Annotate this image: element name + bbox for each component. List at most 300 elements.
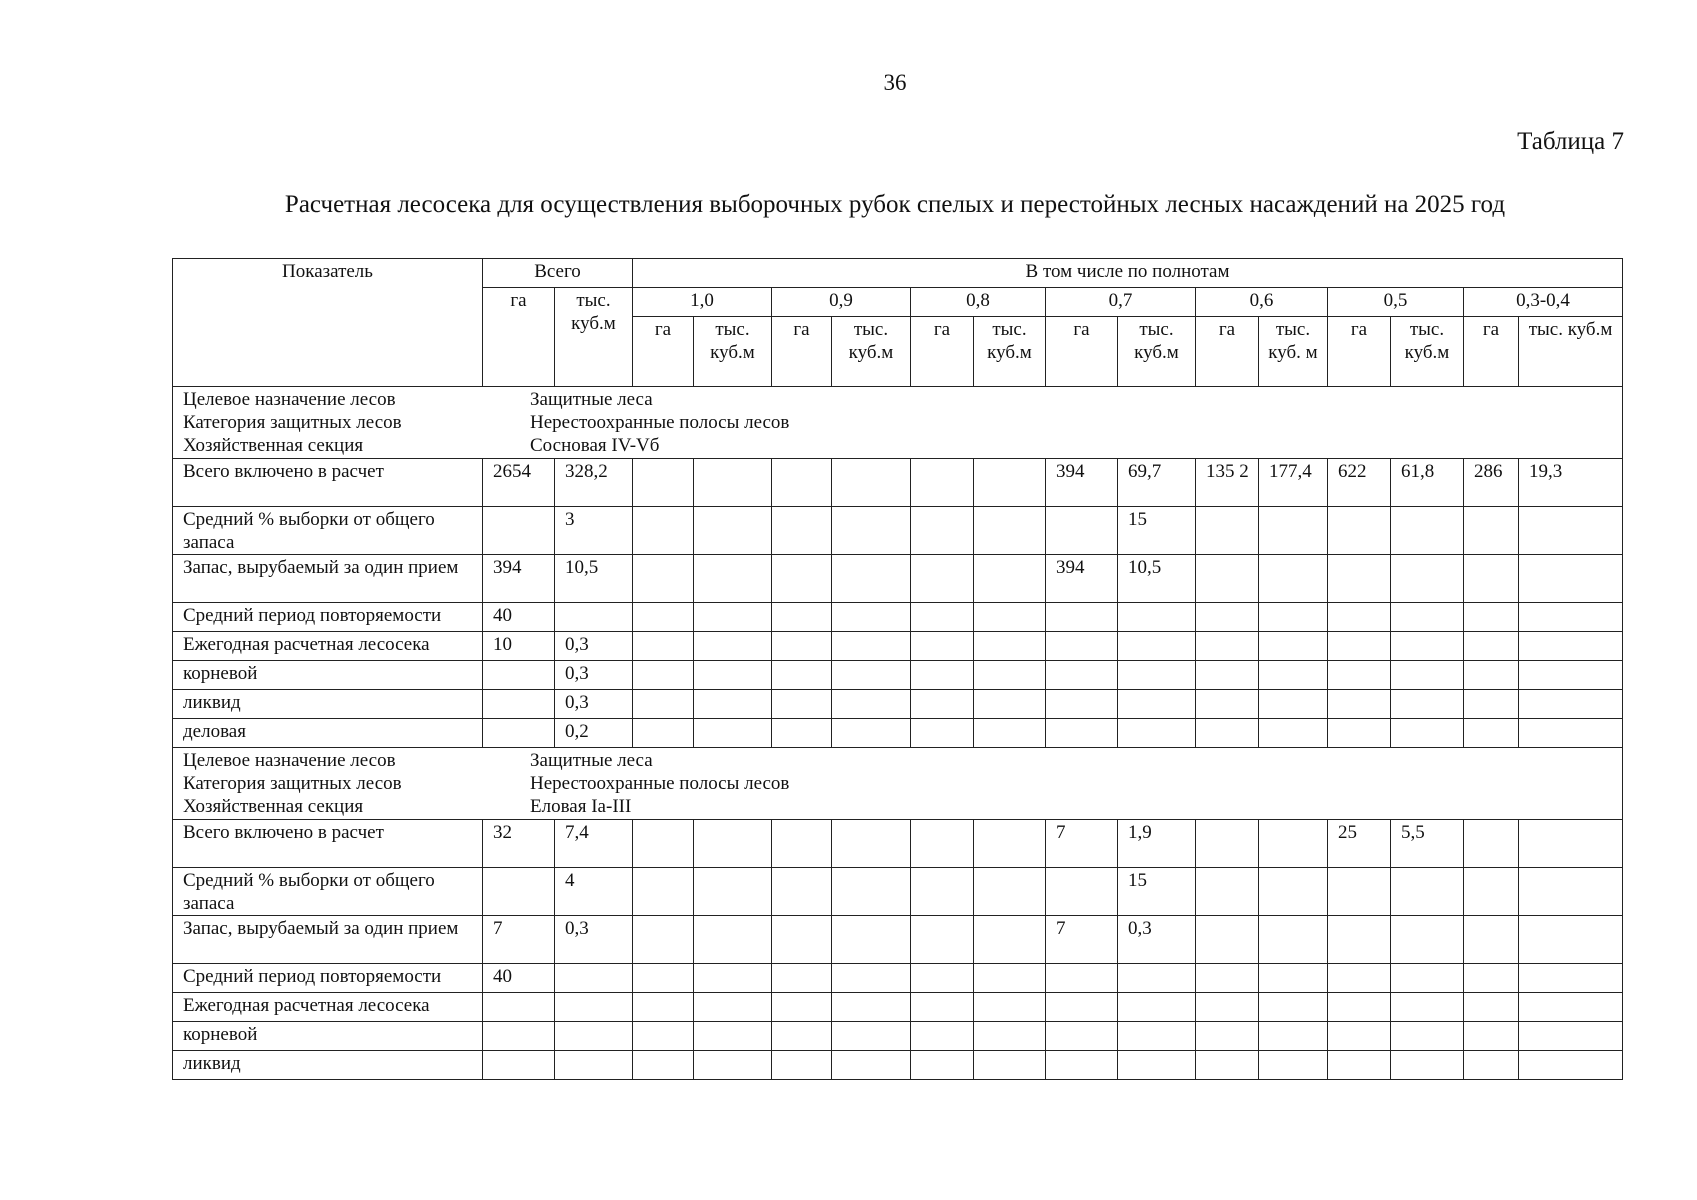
table-cell — [1259, 632, 1328, 661]
section-info-value: Защитные леса — [530, 750, 653, 771]
table-row — [173, 1022, 1623, 1051]
table-cell — [1046, 661, 1118, 690]
table-cell — [694, 916, 772, 964]
table-cell — [483, 507, 555, 555]
table-row — [173, 1051, 1623, 1080]
table-cell — [483, 868, 555, 916]
table-cell — [633, 690, 694, 719]
header-ha: га — [633, 317, 694, 387]
table-cell — [1328, 868, 1391, 916]
table-cell — [1196, 868, 1259, 916]
table-row — [173, 555, 1623, 603]
table-cell — [633, 632, 694, 661]
table-cell — [1196, 690, 1259, 719]
table-cell — [974, 916, 1046, 964]
table-cell: 61,8 — [1391, 459, 1464, 507]
table-cell — [1046, 964, 1118, 993]
table-cell — [1519, 661, 1623, 690]
row-label: Ежегодная расчетная лесосека — [173, 632, 483, 661]
table-cell — [1196, 964, 1259, 993]
table-cell — [633, 820, 694, 868]
table-row — [173, 690, 1623, 719]
table-cell — [1391, 916, 1464, 964]
table-cell — [555, 964, 633, 993]
table-cell — [694, 993, 772, 1022]
table-cell: 0,3 — [555, 632, 633, 661]
table-cell — [1259, 964, 1328, 993]
table-cell: 1,9 — [1118, 820, 1196, 868]
table-cell — [1519, 1051, 1623, 1080]
table-cell — [1464, 964, 1519, 993]
table-cell — [1464, 820, 1519, 868]
table-cell — [832, 964, 911, 993]
table-cell — [1519, 555, 1623, 603]
table-cell — [1328, 1051, 1391, 1080]
table-cell — [1259, 603, 1328, 632]
table-cell — [1196, 916, 1259, 964]
table-cell — [974, 719, 1046, 748]
table-cell — [694, 632, 772, 661]
table-cell — [1464, 993, 1519, 1022]
section-info-row — [173, 387, 1623, 459]
table-cell — [1328, 993, 1391, 1022]
header-total-volume: тыс. куб.м — [555, 288, 633, 387]
table-cell — [1118, 964, 1196, 993]
table-cell — [633, 916, 694, 964]
section-info-value: Защитные леса — [530, 389, 653, 410]
header-density: 0,9 — [772, 288, 911, 317]
table-cell — [1328, 632, 1391, 661]
table-cell: 40 — [483, 603, 555, 632]
table-cell — [1519, 868, 1623, 916]
table-cell — [1259, 1022, 1328, 1051]
table-cell: 10,5 — [555, 555, 633, 603]
table-cell: 3 — [555, 507, 633, 555]
row-label: Средний % выборки от общего запаса — [173, 507, 483, 555]
table-cell — [1328, 964, 1391, 993]
table-cell — [1196, 632, 1259, 661]
table-cell — [483, 690, 555, 719]
table-cell — [1259, 507, 1328, 555]
table-cell — [1259, 661, 1328, 690]
table-cell — [1118, 1051, 1196, 1080]
table-cell — [1519, 632, 1623, 661]
table-cell — [1519, 964, 1623, 993]
table-cell — [911, 916, 974, 964]
table-cell — [1519, 993, 1623, 1022]
table-cell — [1519, 507, 1623, 555]
table-cell — [555, 993, 633, 1022]
section-info-key: Категория защитных лесов — [183, 773, 402, 794]
table-cell — [694, 661, 772, 690]
table-cell — [772, 690, 832, 719]
table-cell — [832, 719, 911, 748]
table-cell: 2654 — [483, 459, 555, 507]
table-cell — [1259, 690, 1328, 719]
table-row — [173, 993, 1623, 1022]
table-cell — [694, 555, 772, 603]
table-cell — [1046, 690, 1118, 719]
table-cell — [1259, 1051, 1328, 1080]
table-cell — [974, 868, 1046, 916]
row-label: Средний % выборки от общего запаса — [173, 868, 483, 916]
allowable-cut-table — [172, 258, 1623, 1080]
table-cell — [633, 555, 694, 603]
table-cell — [555, 1022, 633, 1051]
table-label: Таблица 7 — [1517, 128, 1624, 155]
table-cell: 7 — [1046, 916, 1118, 964]
section-info-line — [183, 434, 1618, 457]
table-cell — [1046, 1051, 1118, 1080]
table-cell — [483, 1022, 555, 1051]
table-cell — [1046, 507, 1118, 555]
header-density: 0,6 — [1196, 288, 1328, 317]
table-cell — [832, 868, 911, 916]
row-label: Всего включено в расчет — [173, 820, 483, 868]
table-cell — [832, 603, 911, 632]
header-volume: тыс. куб.м — [974, 317, 1046, 387]
table-cell — [832, 690, 911, 719]
header-ha: га — [1046, 317, 1118, 387]
header-total: Всего — [483, 259, 633, 288]
table-cell — [974, 603, 1046, 632]
header-density: 0,5 — [1328, 288, 1464, 317]
table-cell — [1046, 993, 1118, 1022]
table-cell — [1196, 603, 1259, 632]
table-cell — [633, 1051, 694, 1080]
table-cell — [1196, 661, 1259, 690]
table-cell — [911, 868, 974, 916]
table-cell: 69,7 — [1118, 459, 1196, 507]
header-density: 1,0 — [633, 288, 772, 317]
table-cell — [772, 993, 832, 1022]
table-row — [173, 661, 1623, 690]
table-cell — [772, 603, 832, 632]
table-cell — [832, 1022, 911, 1051]
table-cell — [1118, 661, 1196, 690]
table-cell — [1391, 964, 1464, 993]
table-cell — [974, 661, 1046, 690]
table-cell: 328,2 — [555, 459, 633, 507]
table-cell — [772, 820, 832, 868]
table-cell — [633, 868, 694, 916]
table-cell: 0,3 — [1118, 916, 1196, 964]
table-cell — [832, 459, 911, 507]
header-by-density: В том числе по полнотам — [633, 259, 1623, 288]
table-cell — [633, 964, 694, 993]
table-cell: 394 — [483, 555, 555, 603]
row-label: Запас, вырубаемый за один прием — [173, 916, 483, 964]
table-cell — [1118, 632, 1196, 661]
table-cell: 7 — [1046, 820, 1118, 868]
table-cell — [1464, 1022, 1519, 1051]
header-volume: тыс. куб. м — [1259, 317, 1328, 387]
table-row — [173, 820, 1623, 868]
table-cell — [483, 661, 555, 690]
table-cell: 19,3 — [1519, 459, 1623, 507]
table-cell — [1328, 916, 1391, 964]
table-cell: 0,2 — [555, 719, 633, 748]
table-cell — [974, 1051, 1046, 1080]
table-row — [173, 719, 1623, 748]
row-label: Ежегодная расчетная лесосека — [173, 993, 483, 1022]
section-info-value: Сосновая IV-Vб — [530, 435, 660, 456]
table-cell — [772, 964, 832, 993]
table-cell — [1519, 690, 1623, 719]
section-info — [173, 748, 1623, 820]
table-cell — [633, 507, 694, 555]
table-cell — [911, 719, 974, 748]
header-ha: га — [911, 317, 974, 387]
header-indicator: Показатель — [173, 259, 483, 387]
table-row — [173, 507, 1623, 555]
table-cell — [911, 603, 974, 632]
table-cell — [1464, 690, 1519, 719]
table-cell — [633, 719, 694, 748]
table-cell — [1196, 719, 1259, 748]
table-cell — [483, 993, 555, 1022]
table-cell: 15 — [1118, 868, 1196, 916]
table-cell — [911, 993, 974, 1022]
table-row — [173, 459, 1623, 507]
table-cell — [1328, 507, 1391, 555]
table-cell — [772, 661, 832, 690]
table-cell — [1519, 1022, 1623, 1051]
table-cell — [694, 603, 772, 632]
table-cell — [694, 964, 772, 993]
table-cell — [1259, 820, 1328, 868]
row-label: деловая — [173, 719, 483, 748]
table-cell: 7 — [483, 916, 555, 964]
table-cell — [1328, 661, 1391, 690]
section-info-key: Категория защитных лесов — [183, 412, 402, 433]
table-cell — [1519, 603, 1623, 632]
header-volume: тыс. куб.м — [1519, 317, 1623, 387]
table-cell — [1046, 868, 1118, 916]
table-cell — [832, 993, 911, 1022]
table-cell — [1391, 1022, 1464, 1051]
table-cell — [772, 868, 832, 916]
header-density: 0,7 — [1046, 288, 1196, 317]
section-info-value: Нерестоохранные полосы лесов — [530, 412, 790, 433]
section-info — [173, 387, 1623, 459]
row-label: ликвид — [173, 690, 483, 719]
table-cell — [1464, 1051, 1519, 1080]
header-ha: га — [1328, 317, 1391, 387]
table-cell — [633, 993, 694, 1022]
table-cell — [1391, 719, 1464, 748]
table-cell: 25 — [1328, 820, 1391, 868]
table-cell — [694, 719, 772, 748]
table-cell — [832, 555, 911, 603]
table-cell: 10 — [483, 632, 555, 661]
table-cell — [633, 603, 694, 632]
table-cell — [633, 459, 694, 507]
section-info-key: Целевое назначение лесов — [183, 389, 396, 410]
header-volume: тыс. куб.м — [1118, 317, 1196, 387]
table-cell — [694, 820, 772, 868]
table-cell — [832, 1051, 911, 1080]
header-density: 0,8 — [911, 288, 1046, 317]
table-cell — [633, 1022, 694, 1051]
table-row — [173, 603, 1623, 632]
table-cell — [694, 868, 772, 916]
table-cell — [772, 459, 832, 507]
table-cell — [1464, 555, 1519, 603]
table-row — [173, 868, 1623, 916]
table-cell — [1464, 632, 1519, 661]
table-cell: 32 — [483, 820, 555, 868]
table-cell — [1391, 1051, 1464, 1080]
table-cell: 177,4 — [1259, 459, 1328, 507]
table-cell — [1118, 1022, 1196, 1051]
table-cell — [1328, 555, 1391, 603]
table-cell — [483, 1051, 555, 1080]
table-cell — [1259, 916, 1328, 964]
table-cell — [633, 661, 694, 690]
table-cell — [1259, 868, 1328, 916]
header-total-ha: га — [483, 288, 555, 387]
table-cell: 394 — [1046, 555, 1118, 603]
table-cell — [974, 459, 1046, 507]
table-cell: 135 2 — [1196, 459, 1259, 507]
table-cell — [832, 507, 911, 555]
table-cell — [694, 459, 772, 507]
table-cell — [1046, 603, 1118, 632]
table-cell — [832, 820, 911, 868]
table-cell — [974, 555, 1046, 603]
header-ha: га — [1464, 317, 1519, 387]
table-cell — [974, 964, 1046, 993]
table-cell — [1118, 719, 1196, 748]
table-cell — [772, 1051, 832, 1080]
table-cell — [694, 507, 772, 555]
page-number: 36 — [883, 70, 907, 95]
row-label: корневой — [173, 661, 483, 690]
table-cell: 10,5 — [1118, 555, 1196, 603]
table-cell: 394 — [1046, 459, 1118, 507]
table-cell: 40 — [483, 964, 555, 993]
table-cell — [1328, 1022, 1391, 1051]
table-cell — [974, 1022, 1046, 1051]
table-cell — [1464, 868, 1519, 916]
table-cell — [1391, 603, 1464, 632]
header-ha: га — [772, 317, 832, 387]
section-info-line — [183, 749, 1618, 772]
table-row — [173, 632, 1623, 661]
table-cell — [911, 964, 974, 993]
table-cell: 622 — [1328, 459, 1391, 507]
section-info-key: Целевое назначение лесов — [183, 750, 396, 771]
table-cell — [1259, 719, 1328, 748]
table-cell — [832, 916, 911, 964]
table-cell — [1464, 719, 1519, 748]
row-label: Средний период повторяемости — [173, 964, 483, 993]
section-info-line — [183, 388, 1618, 411]
header-density: 0,3-0,4 — [1464, 288, 1623, 317]
table-cell — [772, 916, 832, 964]
table-cell — [1259, 555, 1328, 603]
table-cell — [1519, 820, 1623, 868]
section-info-key: Хозяйственная секция — [183, 796, 364, 817]
table-cell — [555, 1051, 633, 1080]
table-cell — [1464, 507, 1519, 555]
table-cell — [911, 1051, 974, 1080]
header-ha: га — [1196, 317, 1259, 387]
section-info-value: Нерестоохранные полосы лесов — [530, 773, 790, 794]
table-cell — [832, 661, 911, 690]
table-cell: 5,5 — [1391, 820, 1464, 868]
table-cell: 286 — [1464, 459, 1519, 507]
table-cell — [1046, 719, 1118, 748]
table-cell — [911, 661, 974, 690]
table-cell — [1391, 507, 1464, 555]
section-info-value: Еловая Ia-III — [530, 796, 632, 817]
table-cell — [911, 632, 974, 661]
table-cell — [483, 719, 555, 748]
section-info-key: Хозяйственная секция — [183, 435, 364, 456]
table-cell — [1259, 993, 1328, 1022]
table-cell — [1391, 555, 1464, 603]
table-cell: 0,3 — [555, 916, 633, 964]
table-cell: 0,3 — [555, 690, 633, 719]
table-cell — [1196, 555, 1259, 603]
table-cell — [1464, 661, 1519, 690]
table-cell — [911, 1022, 974, 1051]
table-cell — [974, 507, 1046, 555]
row-label: ликвид — [173, 1051, 483, 1080]
document-title: Расчетная лесосека для осуществления выборочных рубок спелых и перестойных лесных насаждений на 2025 год — [284, 191, 1506, 218]
table-row — [173, 916, 1623, 964]
table-cell — [1196, 1051, 1259, 1080]
row-label: Средний период повторяемости — [173, 603, 483, 632]
section-info-row — [173, 748, 1623, 820]
table-cell — [911, 820, 974, 868]
table-cell: 0,3 — [555, 661, 633, 690]
table-cell — [555, 603, 633, 632]
table-cell — [772, 719, 832, 748]
table-cell — [1196, 820, 1259, 868]
table-cell — [911, 507, 974, 555]
table-cell — [911, 459, 974, 507]
section-info-line — [183, 411, 1618, 434]
table-cell — [772, 555, 832, 603]
table-cell — [1464, 916, 1519, 964]
table-cell: 4 — [555, 868, 633, 916]
table-cell — [974, 820, 1046, 868]
header-volume: тыс. куб.м — [832, 317, 911, 387]
table-cell — [974, 690, 1046, 719]
table-cell — [1196, 507, 1259, 555]
table-cell — [1391, 690, 1464, 719]
table-cell — [974, 993, 1046, 1022]
table-cell — [694, 1022, 772, 1051]
table-cell — [694, 690, 772, 719]
table-cell — [1519, 719, 1623, 748]
section-info-line — [183, 795, 1618, 818]
table-cell — [1328, 603, 1391, 632]
table-cell — [1328, 719, 1391, 748]
table-cell — [772, 1022, 832, 1051]
table-cell — [1519, 916, 1623, 964]
table-cell — [1391, 632, 1464, 661]
table-cell — [1046, 1022, 1118, 1051]
row-label: корневой — [173, 1022, 483, 1051]
table-cell — [1118, 603, 1196, 632]
table-cell — [911, 555, 974, 603]
header-volume: тыс. куб.м — [1391, 317, 1464, 387]
table-row — [173, 964, 1623, 993]
